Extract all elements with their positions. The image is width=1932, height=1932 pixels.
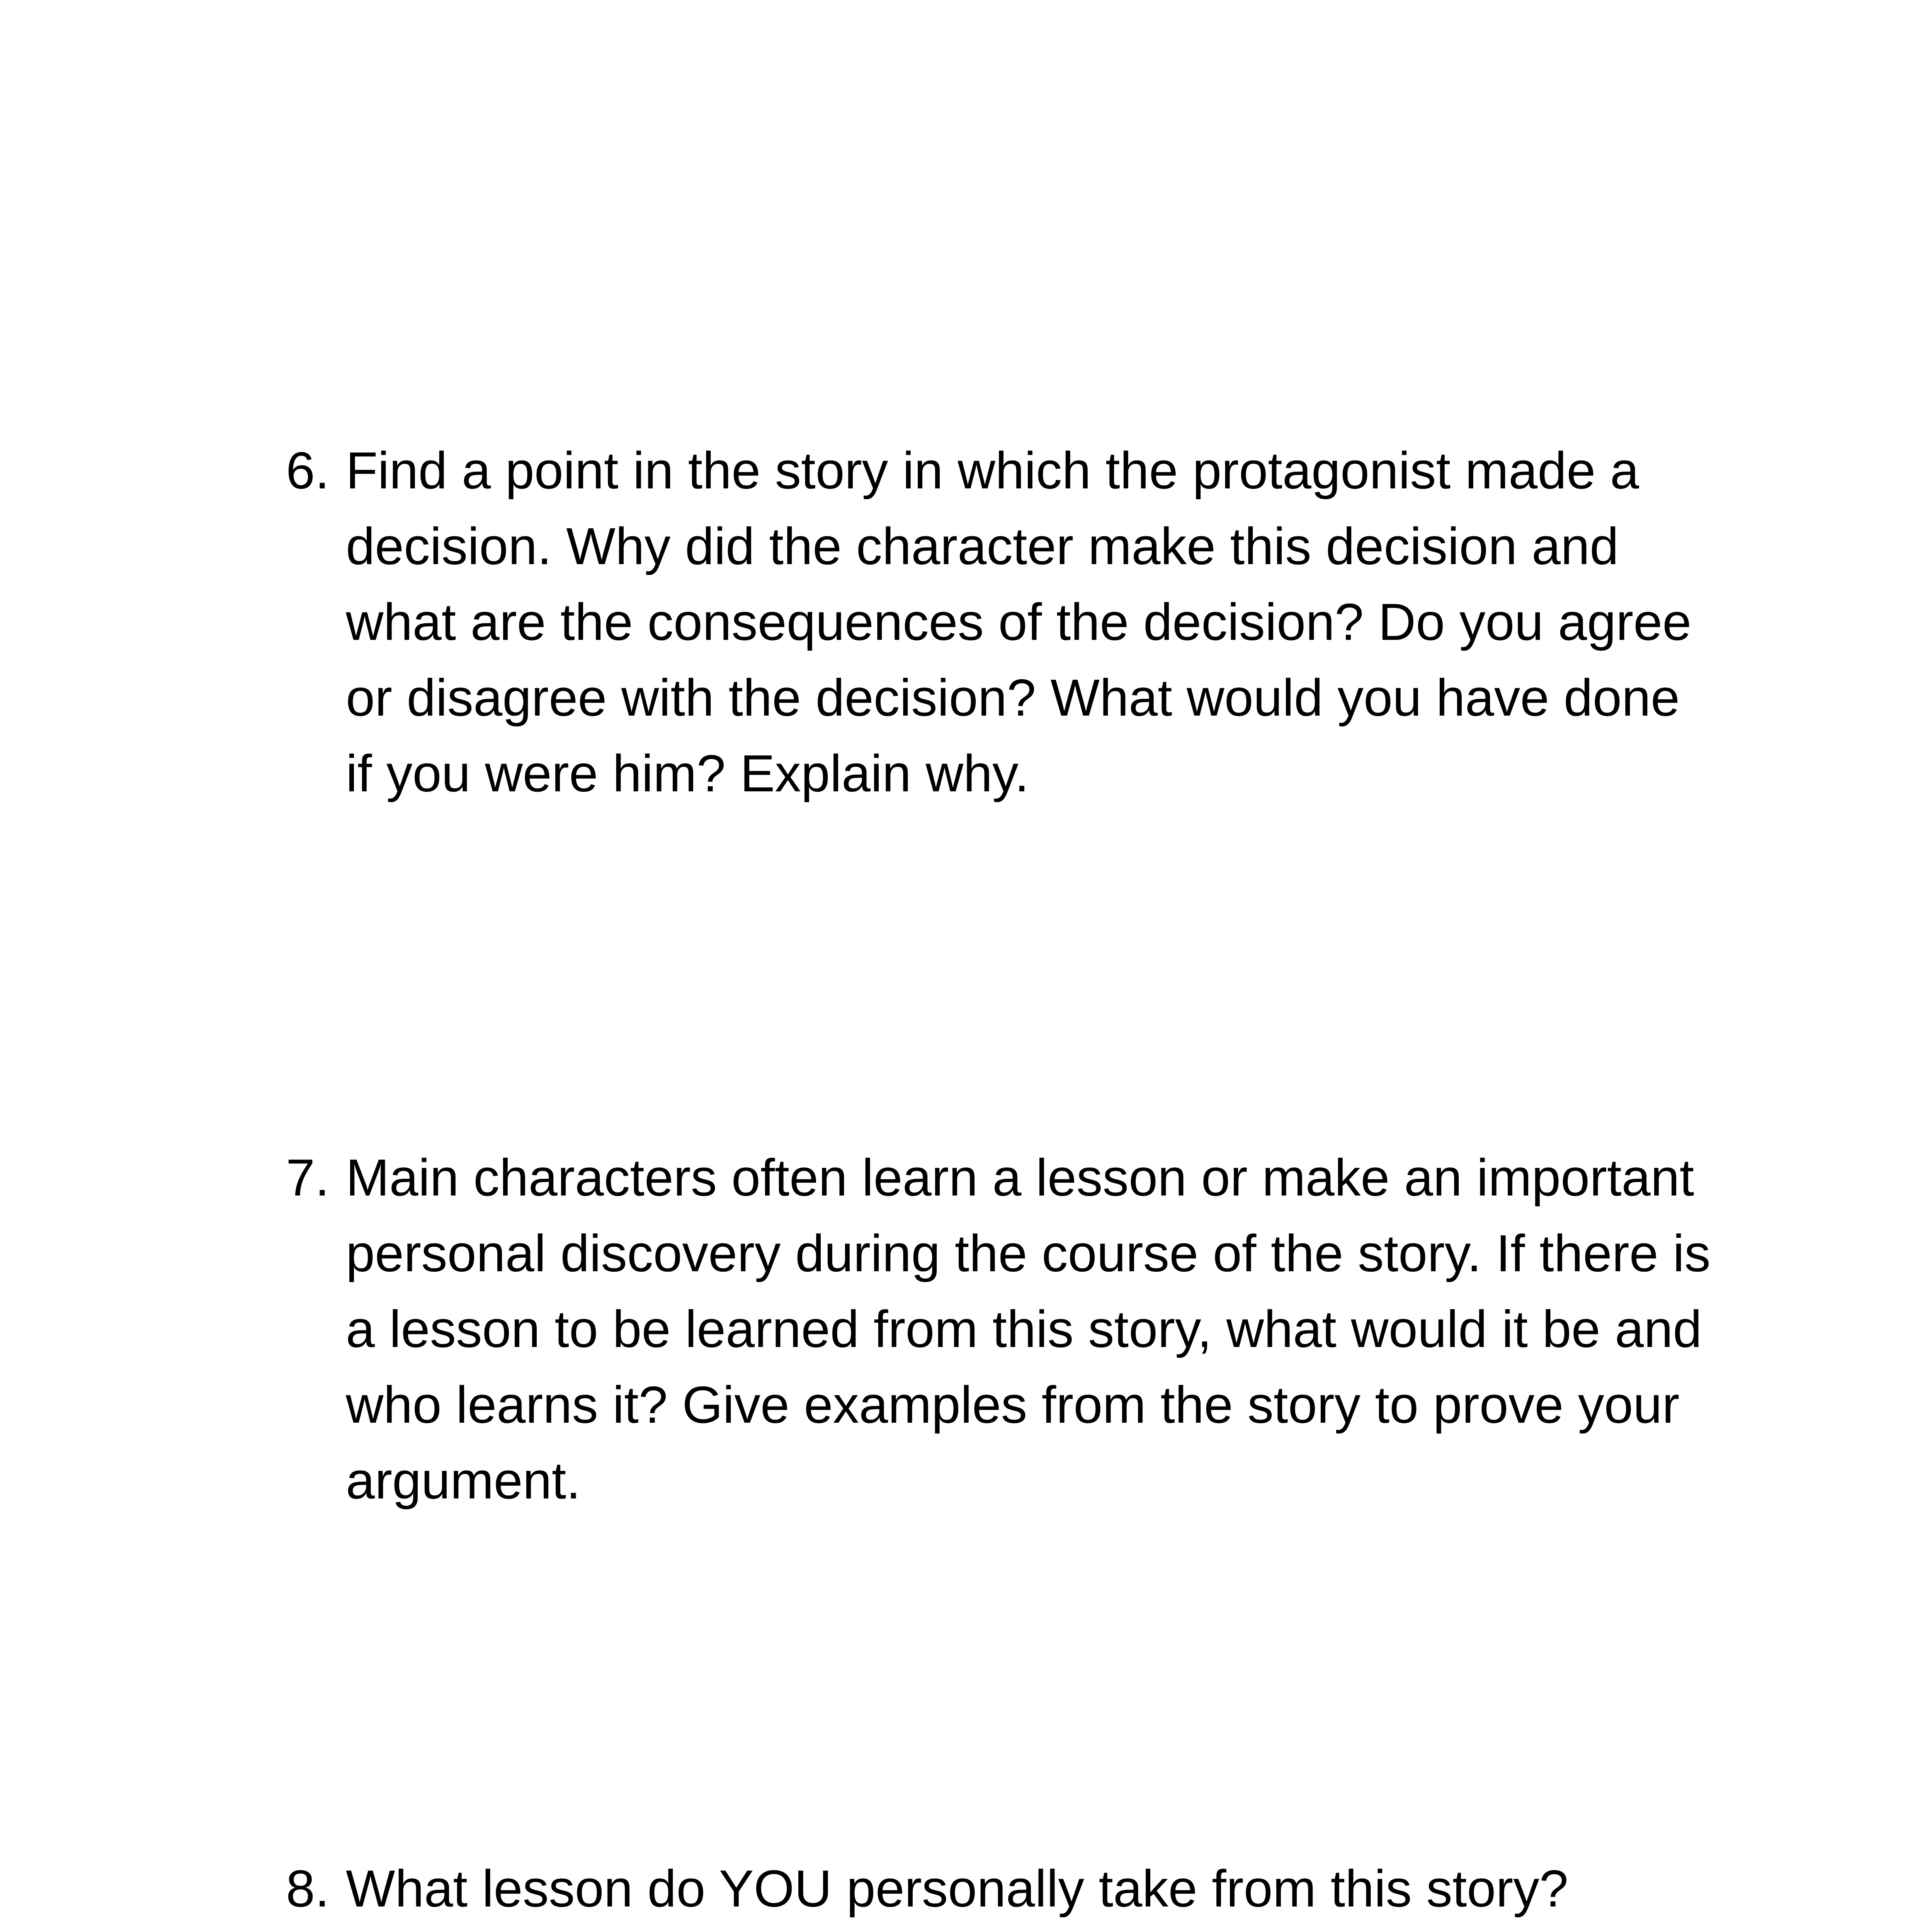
question-8 — [286, 1851, 1754, 1927]
question-6 — [286, 433, 1754, 811]
question-text: Main characters often learn a lesson or make an important — [346, 1148, 1694, 1207]
question-line: if you were him? Explain why. — [346, 744, 1029, 803]
question-line — [286, 1140, 1754, 1216]
question-line: what are the consequences of the decision? Do you agree — [346, 593, 1692, 651]
question-line: argument. — [346, 1451, 581, 1510]
question-number: 7. — [286, 1148, 330, 1207]
question-text: Find a point in the story in which the protagonist made a — [346, 441, 1639, 500]
question-7 — [286, 1140, 1754, 1519]
question-number: 6. — [286, 441, 330, 500]
question-line: who learns it? Give examples from the story to prove your — [346, 1376, 1680, 1434]
question-line: or disagree with the decision? What would you have done — [346, 668, 1680, 727]
question-line: decision. Why did the character make this decision and — [346, 517, 1619, 575]
question-line: a lesson to be learned from this story, what would it be and — [346, 1300, 1702, 1358]
question-line — [286, 433, 1754, 509]
question-text: What lesson do YOU personally take from this story? — [346, 1859, 1568, 1918]
question-line — [286, 1851, 1754, 1927]
question-number: 8. — [286, 1859, 330, 1918]
question-line: personal discovery during the course of the story. If there is — [346, 1224, 1711, 1282]
